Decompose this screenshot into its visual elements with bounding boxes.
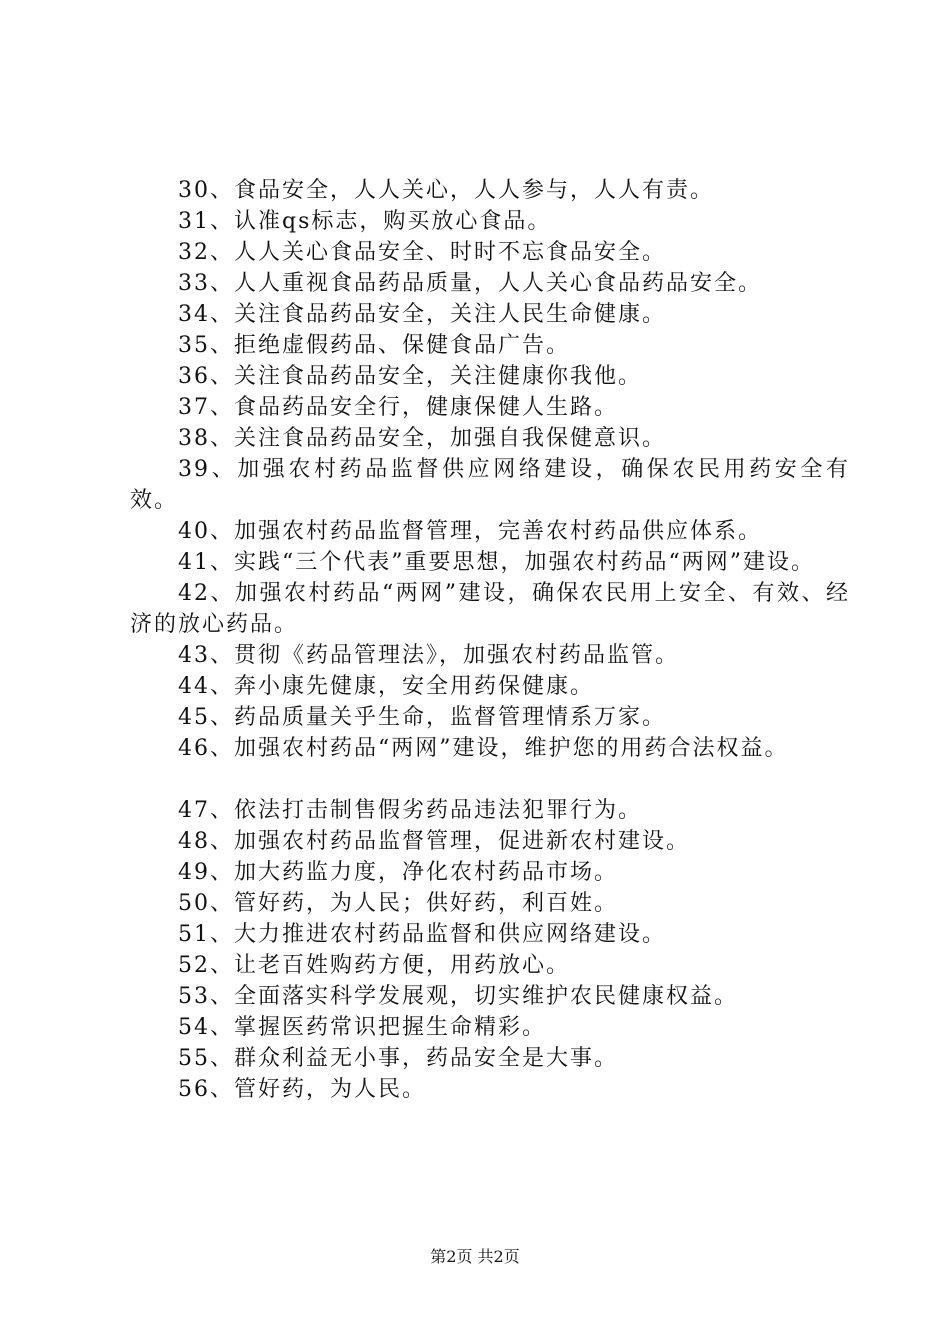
list-item: 40、加强农村药品监督管理，完善农村药品供应体系。	[178, 519, 762, 544]
list-item: 41、实践“三个代表”重要思想，加强农村药品“两网”建设。	[178, 550, 815, 575]
list-item: 49、加大药监力度，净化农村药品市场。	[178, 860, 618, 885]
document-body	[130, 175, 850, 1105]
list-item: 31、认准qs标志，购买放心食品。	[178, 209, 552, 234]
list-item: 36、关注食品药品安全，关注健康你我他。	[178, 364, 642, 389]
list-item: 54、掌握医药常识把握生命精彩。	[178, 1015, 546, 1040]
list-item: 47、依法打击制售假劣药品违法犯罪行为。	[178, 798, 642, 823]
list-item: 44、奔小康先健康，安全用药保健康。	[178, 674, 594, 699]
list-item: 53、全面落实科学发展观，切实维护农民健康权益。	[178, 984, 738, 1009]
list-item: 45、药品质量关乎生命，监督管理情系万家。	[178, 705, 666, 730]
list-item: 52、让老百姓购药方便，用药放心。	[178, 953, 570, 978]
list-item: 34、关注食品药品安全，关注人民生命健康。	[178, 302, 666, 327]
list-item: 37、食品药品安全行，健康保健人生路。	[178, 395, 618, 420]
list-item: 55、群众利益无小事，药品安全是大事。	[178, 1046, 618, 1071]
list-item: 56、管好药，为人民。	[178, 1077, 426, 1102]
list-item: 38、关注食品药品安全，加强自我保健意识。	[178, 426, 666, 451]
page-number-footer: 第2页 共2页	[430, 1247, 520, 1266]
list-item: 33、人人重视食品药品质量，人人关心食品药品安全。	[178, 271, 762, 296]
list-item: 35、拒绝虚假药品、保健食品广告。	[178, 333, 570, 358]
list-item: 50、管好药，为人民；供好药，利百姓。	[178, 891, 618, 916]
paragraph-gap	[130, 764, 850, 795]
list-item: 30、食品安全，人人关心，人人参与，人人有责。	[178, 178, 714, 203]
list-item: 51、大力推进农村药品监督和供应网络建设。	[178, 922, 666, 947]
list-item: 39、加强农村药品监督供应网络建设，确保农民用药安全有效。	[130, 457, 850, 513]
list-item: 43、贯彻《药品管理法》，加强农村药品监管。	[178, 643, 679, 668]
list-item: 48、加强农村药品监督管理，促进新农村建设。	[178, 829, 690, 854]
list-item: 32、人人关心食品安全、时时不忘食品安全。	[178, 240, 666, 265]
list-item: 46、加强农村药品“两网”建设，维护您的用药合法权益。	[178, 736, 789, 761]
list-item: 42、加强农村药品“两网”建设，确保农民用上安全、有效、经济的放心药品。	[130, 581, 850, 637]
